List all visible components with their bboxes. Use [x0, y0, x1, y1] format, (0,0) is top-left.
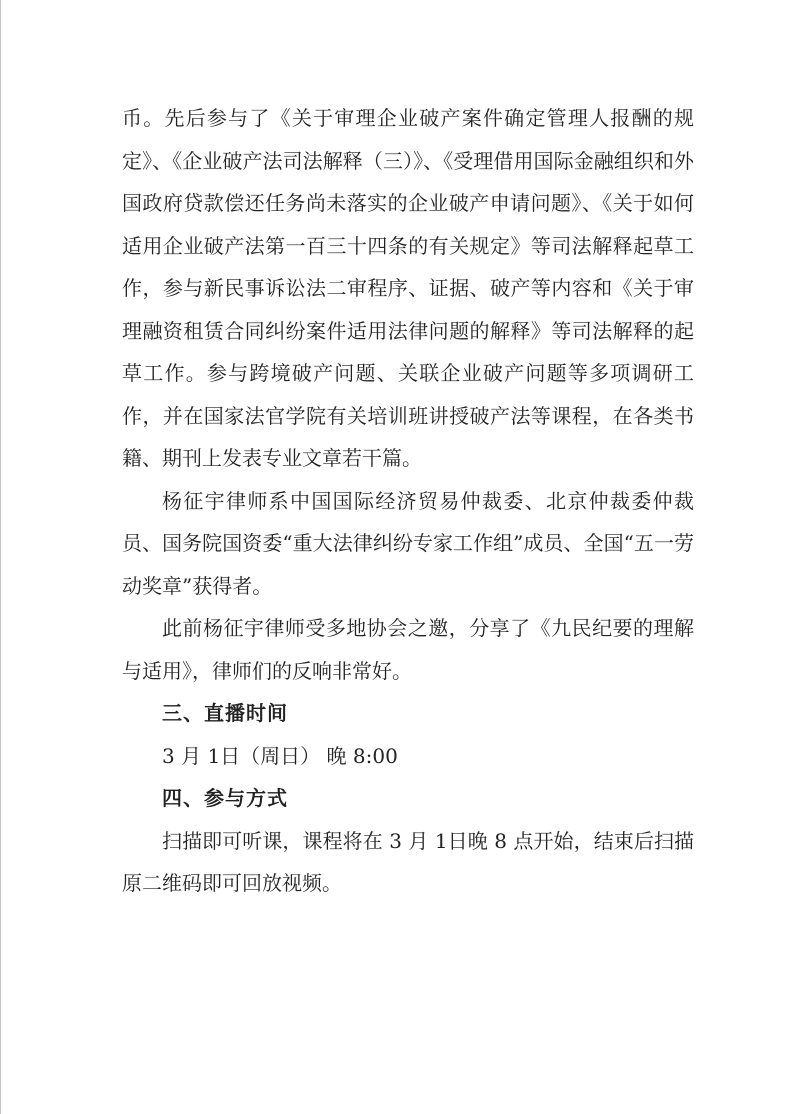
broadcast-time-text: 3 月 1日（周日） 晚 8:00 — [162, 743, 398, 768]
paragraph-previous-sharing: 此前杨征宇律师受多地协会之邀，分享了《九民纪要的理解与适用》，律师们的反响非常好。 — [122, 616, 694, 683]
document-body — [122, 97, 694, 905]
paragraph-career: 币。先后参与了《关于审理企业破产案件确定管理人报酬的规定》、《企业破产法司法解释（三）》、《受理借用国际金融组织和外国政府贷款偿还任务尚未落实的企业破产申请问题》、《关于如何适用企业破产法第一百三十四条的有关规定》等司法解释起草工作，参与新民事诉讼法二审程序、证据、破产等内容和《关于审理融资租赁合同纠纷案件适用法律问题的解释》等司法解释的起草工作。参与跨境破产问题、关联企业破产问题等多项调研工作，并在国家法官学院有关培训班讲授破产法等课程，在各类书籍、期刊上发表专业文章若干篇。 — [122, 106, 694, 470]
section-heading-participation: 四、参与方式 — [162, 786, 288, 810]
participation-text: 扫描即可听课，课程将在 3 月 1日晚 8 点开始，结束后扫描原二维码即可回放视频。 — [122, 828, 694, 895]
page-left-border — [0, 0, 1, 1114]
paragraph-titles: 杨征宇律师系中国国际经济贸易仲裁委、北京仲裁委仲裁员、国务院国资委“重大法律纠纷专家工作组”成员、全国“五一劳动奖章”获得者。 — [122, 488, 694, 598]
section-heading-broadcast-time: 三、直播时间 — [162, 701, 288, 725]
